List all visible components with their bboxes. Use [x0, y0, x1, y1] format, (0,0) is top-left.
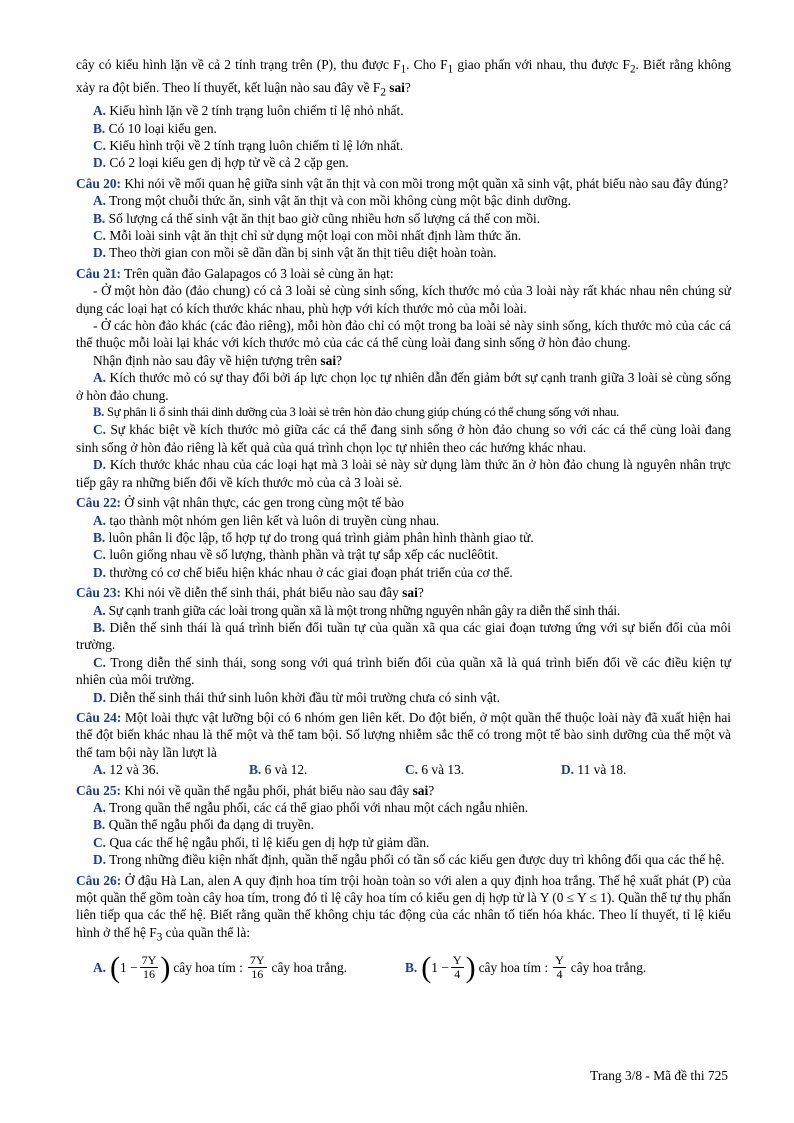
q25-option-a: A. Trong quần thể ngẫu phối, các cá thể giao phối với nhau một cách ngẫu nhiên.	[93, 800, 529, 815]
q24-option-b: B. 6 và 12.	[249, 762, 308, 778]
q23-option-b: B. Diễn thế sinh thái là quá trình biến đổi tuần tự của quần xã qua các giai đoạn tương ứng với sự biến đổi của môi trường.	[76, 619, 731, 653]
question-20: Câu 20: Khi nói về mối quan hệ giữa sinh vật ăn thịt và con mồi trong một quần xã sinh vật, phát biểu nào sau đây đúng?	[76, 175, 729, 191]
q24-options-row	[76, 761, 731, 778]
right-paren-glyph: )	[465, 950, 476, 984]
q26-options-row	[76, 950, 731, 984]
left-paren-glyph: (	[110, 950, 121, 984]
q22-option-d: D. thường có cơ chế biểu hiện khác nhau ở các giai đoạn phát triển của cơ thể.	[93, 564, 513, 580]
intro-option-a: A. Kiểu hình lặn về 2 tính trạng luôn chiếm tỉ lệ nhỏ nhất.	[93, 103, 404, 119]
q26-option-a: A. ( 1 − $\frac{7Y}{16}$ ) cây hoa tím : $\frac{7Y}{16}$ cây hoa trắng.	[93, 950, 348, 984]
question-22: Câu 22: Ở sinh vật nhân thực, các gen trong cùng một tế bào	[76, 495, 404, 511]
question-21: Câu 21: Trên quần đảo Galapagos có 3 loài sẻ cùng ăn hạt:	[76, 265, 394, 281]
q21-option-a: A. Kích thước mỏ có sự thay đổi bởi áp lực chọn lọc tự nhiên dẫn đến giảm bớt sự cạnh tranh giữa 3 loài sẻ cùng sống ở hòn đảo chung.	[76, 370, 731, 403]
q20-option-c: C. Mỗi loài sinh vật ăn thịt chỉ sử dụng một loại con mồi nhất định làm thức ăn.	[93, 228, 522, 243]
question-24: Câu 24: Một loài thực vật lưỡng bội có 6 nhóm gen liên kết. Do đột biến, ở một quần thể thuộc loài này đã xuất hiện hai thể đột biến khác nhau là thể một và thể tam bội. Số lượng nhiễm sắc thể có trong một tế bào sinh dưỡng của thể một và thể tam bội này lần lượt là	[76, 709, 731, 760]
fraction: $\frac{Y}{4}$	[555, 953, 564, 982]
q20-option-a: A. Trong một chuỗi thức ăn, sinh vật ăn thịt và con mồi không cùng một bậc dinh dưỡng.	[93, 193, 571, 209]
q20-option-d: D. Theo thời gian con mồi sẽ dần dần bị sinh vật ăn thịt tiêu diệt hoàn toàn.	[93, 245, 497, 261]
intro-option-b: B. Có 10 loại kiểu gen.	[93, 120, 217, 136]
q26-option-b: B. ( 1 − $\frac{Y}{4}$ ) cây hoa tím : $\frac{Y}{4}$ cây hoa trắng.	[405, 950, 647, 984]
q23-option-a: A. Sự cạnh tranh giữa các loài trong quần xã là một trong những nguyên nhân gây ra diễn thế sinh thái.	[93, 602, 620, 618]
q21-paragraph-1: - Ở một hòn đảo (đảo chung) có cả 3 loài sẻ cùng sinh sống, kích thước mỏ của 3 loài này rất khác nhau nên chúng sử dụng các loại hạt có kích thước khác nhau, phù hợp với kích thước mỏ của mỗi loài.	[76, 283, 731, 316]
right-paren-glyph: )	[160, 950, 171, 984]
q25-option-b: B. Quần thể ngẫu phối đa dạng di truyền.	[93, 817, 314, 833]
left-paren-glyph: (	[421, 950, 432, 984]
q22-option-a: A. tạo thành một nhóm gen liên kết và luôn di truyền cùng nhau.	[93, 512, 440, 528]
intro-stem: cây có kiểu hình lặn về cả 2 tính trạng trên (P), thu được $F_1$. Cho $F_1$ giao phấn với nhau, thu được $F_2$. Biết rằng không xảy ra đột biến. Theo lí thuyết, kết luận nào sau đây về $F_2$ sai?	[76, 57, 731, 99]
intro-option-c: C. Kiểu hình trội về 2 tính trạng luôn chiếm tỉ lệ lớn nhất.	[93, 137, 404, 153]
page-footer: Trang 3/8 - Mã đề thi 725	[590, 1068, 728, 1083]
intro-option-d: D. Có 2 loại kiểu gen dị hợp tử về cả 2 cặp gen.	[93, 155, 349, 171]
fraction: $\frac{Y}{4}$	[452, 953, 462, 982]
q22-option-c: C. luôn giống nhau về số lượng, thành phần và trật tự sắp xếp các nuclêôtit.	[93, 547, 499, 563]
q21-ask: Nhận định nào sau đây về hiện tượng trên sai?	[93, 352, 343, 368]
question-25: Câu 25: Khi nói về quần thể ngẫu phối, phát biểu nào sau đây sai?	[76, 782, 435, 798]
q24-option-c: C. 6 và 13.	[405, 762, 465, 778]
q24-option-a: A. 12 và 36.	[93, 762, 159, 778]
q23-option-d: D. Diễn thế sinh thái thứ sinh luôn khởi đầu từ môi trường chưa có sinh vật.	[93, 689, 500, 705]
q22-option-b: B. luôn phân li độc lập, tổ hợp tự do trong quá trình giảm phân hình thành giao tử.	[93, 529, 534, 545]
q21-option-c: C. Sự khác biệt về kích thước mỏ giữa các cá thể đang sinh sống ở hòn đảo chung so với các cá thể cùng loài đang sinh sống ở hòn đảo riêng là kết quả của quá trình chọn lọc tự nhiên theo các hướng khác nhau.	[76, 422, 731, 455]
q25-option-c: C. Qua các thế hệ ngẫu phối, tỉ lệ kiểu gen dị hợp tử giảm dần.	[93, 834, 430, 850]
q25-option-d: D. Trong những điều kiện nhất định, quần thể ngẫu phối có tần số các kiểu gen được duy trì không đổi qua các thế hệ.	[93, 852, 725, 868]
q21-option-b: B. Sự phân li ổ sinh thái dinh dưỡng của 3 loài sẻ trên hòn đảo chung giúp chúng có thể chung sống với nhau.	[93, 405, 620, 420]
exam-page	[76, 56, 731, 983]
q21-paragraph-2: - Ở các hòn đảo khác (các đảo riêng), mỗi hòn đảo chỉ có một trong ba loài sẻ này sinh sống, kích thước mỏ của các cá thể thuộc mỗi loài lại khác với kích thước mỏ của các cá thể cùng loài đang sinh sống ở hòn đảo chung.	[76, 318, 731, 351]
q24-option-d: D. 11 và 18.	[561, 762, 627, 778]
fraction: $\frac{7Y}{16}$	[249, 953, 265, 982]
fraction: $\frac{7Y}{16}$	[141, 953, 157, 982]
q21-option-d: D. Kích thước khác nhau của các loại hạt mà 3 loài sẻ này sử dụng làm thức ăn ở hòn đảo chung là nguyên nhân trực tiếp gây ra những biến đổi về kích thước mỏ của cả 3 loài sẻ.	[76, 457, 731, 490]
q20-option-b: B. Số lượng cá thể sinh vật ăn thịt bao giờ cũng nhiều hơn số lượng cá thể con mồi.	[93, 210, 541, 226]
q23-option-c: C. Trong diễn thế sinh thái, song song với quá trình biến đổi của quần xã là quá trình biến đổi về các điều kiện tự nhiên của môi trường.	[76, 654, 731, 688]
question-23: Câu 23: Khi nói về diễn thế sinh thái, phát biểu nào sau đây sai?	[76, 585, 424, 601]
question-26: Câu 26: Ở đậu Hà Lan, alen A quy định hoa tím trội hoàn toàn so với alen a quy định hoa trắng. Thế hệ xuất phát (P) của một quần thể gồm toàn cây hoa tím, trong đó tỉ lệ cây hoa tím có kiểu gen dị hợp tử là Y (0 ≤ Y ≤ 1). Quần thể tự thụ phấn liên tiếp qua các thế hệ. Biết rằng quần thể không chịu tác động của các nhân tố tiến hóa khác. Theo lí thuyết, tỉ lệ kiểu hình ở thế hệ $F_3$ của quần thể là:	[76, 872, 731, 944]
